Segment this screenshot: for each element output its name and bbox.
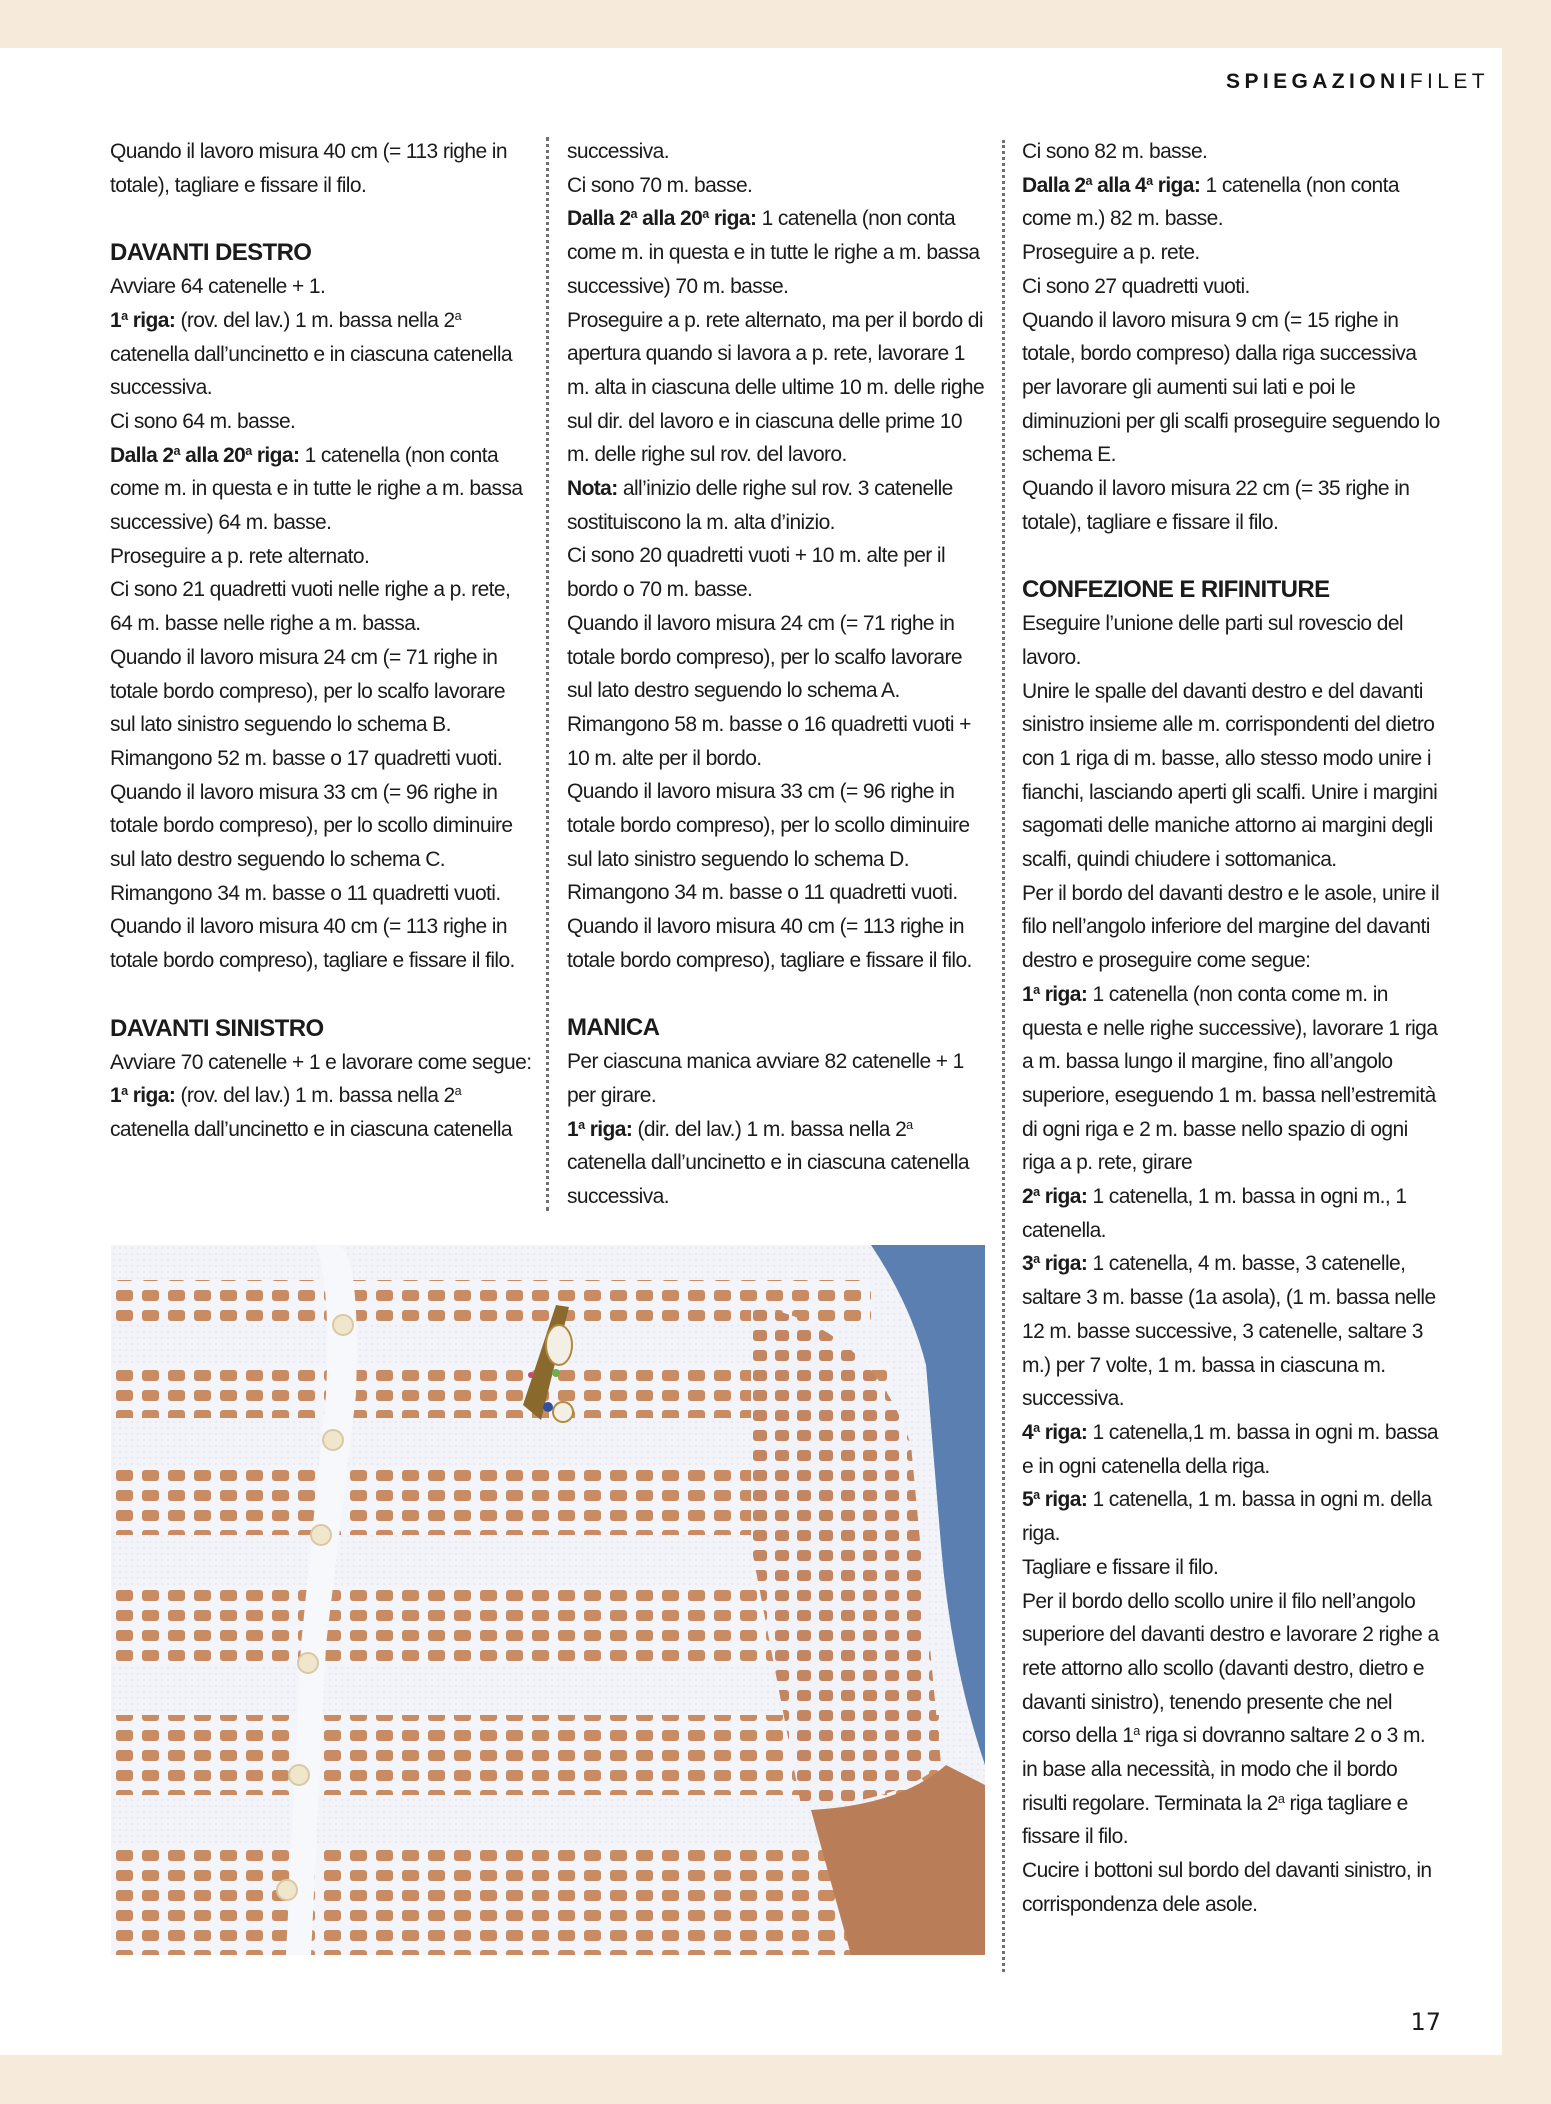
paragraph: Proseguire a p. rete. <box>1022 241 1200 265</box>
heading-manica: MANICA <box>567 1014 660 1042</box>
paragraph: Ci sono 82 m. basse. <box>1022 140 1208 163</box>
paragraph: Quando il lavoro misura 40 cm (= 113 righe in totale bordo compreso), tagliare e fissare il filo. <box>567 915 972 972</box>
paragraph: Quando il lavoro misura 33 cm (= 96 righe in totale bordo compreso), per lo scollo diminuire sul lato sinistro seguendo lo schema D. <box>567 780 970 871</box>
paragraph: Ci sono 27 quadretti vuoti. <box>1022 274 1250 298</box>
paragraph: Per il bordo dello scollo unire il filo nell’angolo superiore del davanti destro e lavorare 2 righe a rete attorno allo scollo (davanti destro, dietro e davanti sinistro), tenendo presente che nel corso della 1$^a$ riga si dovranno saltare 2 o 3 m. in base alla necessità, in modo che il bordo risulti regolare. Terminata la 2$^a$ riga tagliare e fissare il filo. <box>1022 1589 1439 1849</box>
paragraph: successiva. <box>567 140 669 163</box>
paragraph: Quando il lavoro misura 33 cm (= 96 righe in totale bordo compreso), per lo scollo diminuire sul lato destro seguendo lo schema C. <box>110 780 513 872</box>
column-3 <box>1022 135 1442 1922</box>
section-title-bold: SPIEGAZIONI <box>1226 70 1410 93</box>
page-number: 17 <box>1410 2008 1441 2036</box>
paragraph: Ci sono 70 m. basse. <box>567 173 753 197</box>
paragraph: Rimangono 34 m. basse o 11 quadretti vuoti. <box>567 881 958 905</box>
row-instruction: 2$^a$ riga: 1 catenella, 1 m. bassa in ogni m., 1 catenella. <box>1022 1185 1407 1242</box>
paragraph: Rimangono 58 m. basse o 16 quadretti vuoti + 10 m. alte per il bordo. <box>567 712 971 770</box>
row-instruction: 1$^a$ riga: (rov. del lav.) 1 m. bassa nella 2$^a$ catenella dall’uncinetto e in ciascuna catenella <box>110 1084 512 1141</box>
paragraph: Quando il lavoro misura 9 cm (= 15 righe in totale, bordo compreso) dalla riga successiva per lavorare gli aumenti sui lati e poi le diminuzioni per gli scalfi proseguire seguendo lo schema E. <box>1022 308 1440 467</box>
row-instruction: 3$^a$ riga: 1 catenella, 4 m. basse, 3 catenelle, saltare 3 m. basse (1a asola), (1 m. bassa nelle 12 m. basse successive, 3 catenelle, saltare 3 m.) per 7 volte, 1 m. bassa in ciascuna m. successiva. <box>1022 1252 1436 1411</box>
paragraph: Unire le spalle del davanti destro e del davanti sinistro insieme alle m. corrispondenti del dietro con 1 riga di m. basse, allo stesso modo unire i fianchi, lasciando aperti gli scalfi. Unire i margini sagomati delle maniche attorno ai margini degli scalfi, quindi chiudere i sottomanica. <box>1022 679 1438 872</box>
paragraph: Quando il lavoro misura 22 cm (= 35 righe in totale), tagliare e fissare il filo. <box>1022 477 1410 534</box>
heading-confezione: CONFEZIONE E RIFINITURE <box>1022 576 1330 604</box>
intro-line-1: Quando il lavoro misura 40 cm (= 113 righe in <box>110 140 507 163</box>
paragraph: Per ciascuna manica avviare 82 catenelle + 1 per girare. <box>567 1050 964 1107</box>
intro-line-2: totale), tagliare e fissare il filo. <box>110 173 367 197</box>
note: Nota: all’inizio delle righe sul rov. 3 catenelle sostituiscono la m. alta d’inizio. <box>567 477 953 534</box>
row-instruction: 1$^a$ riga: (dir. del lav.) 1 m. bassa nella 2$^a$ catenella dall’uncinetto e in ciascuna catenella successiva. <box>567 1117 969 1209</box>
paragraph: Quando il lavoro misura 24 cm (= 71 righe in totale bordo compreso), per lo scalfo lavorare sul lato destro seguendo lo schema A. <box>567 611 962 703</box>
row-instruction: 5$^a$ riga: 1 catenella, 1 m. bassa in ogni m. della riga. <box>1022 1488 1432 1546</box>
paragraph: Avviare 70 catenelle + 1 e lavorare come segue: <box>110 1050 532 1074</box>
heading-davanti-sinistro: DAVANTI SINISTRO <box>110 1014 324 1042</box>
paragraph: Quando il lavoro misura 40 cm (= 113 righe in totale bordo compreso), tagliare e fissare il filo. <box>110 915 515 973</box>
section-title-light: FILET <box>1409 70 1489 93</box>
paragraph: Ci sono 21 quadretti vuoti nelle righe a p. rete, 64 m. basse nelle righe a m. bassa. <box>110 578 511 636</box>
paragraph: Quando il lavoro misura 24 cm (= 71 righe in totale bordo compreso), per lo scalfo lavorare sul lato sinistro seguendo lo schema B. <box>110 645 505 737</box>
paragraph: Cucire i bottoni sul bordo del davanti sinistro, in corrispondenza dele asole. <box>1022 1859 1432 1916</box>
paragraph: Ci sono 20 quadretti vuoti + 10 m. alte per il bordo o 70 m. basse. <box>567 544 946 602</box>
row-instruction: 1$^a$ riga: (rov. del lav.) 1 m. bassa nella 2$^a$ catenella dall’uncinetto e in ciascuna catenella successiva. <box>110 308 512 400</box>
row-instruction: Dalla 2$^a$ alla 20$^a$ riga: 1 catenella (non conta come m. in questa e in tutte le righe a m. bassa successive) 70 m. basse. <box>567 207 980 298</box>
column-divider <box>1002 140 1005 1972</box>
paragraph: Proseguire a p. rete alternato. <box>110 544 370 568</box>
paragraph: Ci sono 64 m. basse. <box>110 409 296 433</box>
paragraph: Proseguire a p. rete alternato, ma per il bordo di apertura quando si lavora a p. rete, lavorare 1 m. alta in ciascuna delle ultime 10 m. delle righe sul dir. del lavoro e in ciascuna delle prime 10 m. delle righe sul rov. del lavoro. <box>567 308 985 467</box>
row-instruction: 1$^a$ riga: 1 catenella (non conta come m. in questa e nelle righe successive), lavorare 1 riga a m. bassa lungo il margine, fino all’angolo superiore, eseguendo 1 m. bassa nell’estremità di ogni riga e 2 m. basse nello spazio di ogni riga a p. rete, girare <box>1022 982 1438 1175</box>
column-1 <box>110 135 532 1147</box>
row-instruction: 4$^a$ riga: 1 catenella,1 m. bassa in ogni m. bassa e in ogni catenella della riga. <box>1022 1421 1438 1478</box>
paragraph: Per il bordo del davanti destro e le asole, unire il filo nell’angolo inferiore del margine del davanti destro e proseguire come segue: <box>1022 881 1440 973</box>
running-head <box>1226 70 1489 94</box>
paragraph: Tagliare e fissare il filo. <box>1022 1555 1219 1579</box>
column-2 <box>567 135 987 1214</box>
paragraph: Eseguire l’unione delle parti sul rovescio del lavoro. <box>1022 612 1403 669</box>
heading-davanti-destro: DAVANTI DESTRO <box>110 239 312 267</box>
row-instruction: Dalla 2$^a$ alla 4$^a$ riga: 1 catenella (non conta come m.) 82 m. basse. <box>1022 173 1399 231</box>
paragraph: Avviare 64 catenelle + 1. <box>110 275 326 299</box>
column-divider <box>546 137 549 1211</box>
row-instruction: Dalla 2$^a$ alla 20$^a$ riga: 1 catenella (non conta come m. in questa e in tutte le righe a m. bassa successive) 64 m. basse. <box>110 443 523 535</box>
paragraph: Rimangono 52 m. basse o 17 quadretti vuoti. <box>110 746 503 770</box>
paragraph: Rimangono 34 m. basse o 11 quadretti vuoti. <box>110 881 501 905</box>
garment-photo <box>111 1245 985 1955</box>
